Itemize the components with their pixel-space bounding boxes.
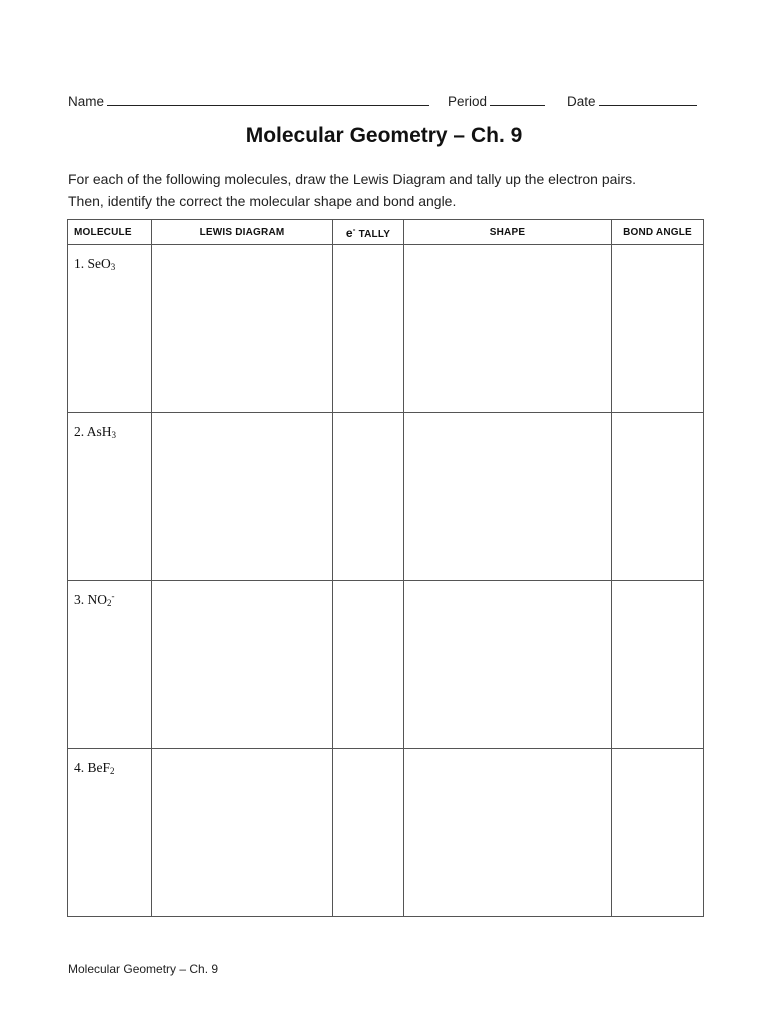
molecule-formula <box>68 581 151 608</box>
table-row <box>68 581 704 749</box>
header-bond-angle: BOND ANGLE <box>612 220 704 245</box>
instructions-line-1: For each of the following molecules, draw the Lewis Diagram and tally up the electron pairs. <box>68 171 637 187</box>
molecule-subscript: 2 <box>107 598 112 608</box>
lewis-diagram-cell[interactable] <box>152 413 333 581</box>
molecule-cell <box>68 413 152 581</box>
bond-angle-cell[interactable] <box>612 413 704 581</box>
header-tally-label: TALLY <box>355 228 391 240</box>
period-blank[interactable] <box>490 92 545 106</box>
molecule-subscript: 3 <box>110 262 116 272</box>
molecule-element: BeF <box>87 760 111 775</box>
bond-angle-cell[interactable] <box>612 581 704 749</box>
table-row <box>68 245 704 413</box>
date-blank[interactable] <box>599 92 697 106</box>
name-blank[interactable] <box>107 92 429 106</box>
electron-tally-cell[interactable] <box>333 413 404 581</box>
molecule-subscript: 3 <box>111 430 117 440</box>
date-label: Date <box>567 94 596 109</box>
table-row <box>68 413 704 581</box>
lewis-diagram-cell[interactable] <box>152 749 333 917</box>
molecule-formula <box>68 749 151 776</box>
molecule-number: 1. <box>74 256 85 271</box>
table-row <box>68 749 704 917</box>
molecule-element: SeO <box>87 256 111 271</box>
worksheet-table <box>67 219 704 917</box>
instructions-line-2: Then, identify the correct the molecular shape and bond angle. <box>68 193 457 209</box>
molecule-subscript: 2 <box>110 766 115 776</box>
bond-angle-cell[interactable] <box>612 749 704 917</box>
molecule-element: NO <box>87 592 107 607</box>
instructions <box>68 168 708 212</box>
period-label: Period <box>448 94 488 109</box>
header-molecule: MOLECULE <box>68 220 152 245</box>
shape-cell[interactable] <box>404 749 612 917</box>
molecule-number: 4. <box>74 760 85 775</box>
table-header-row <box>68 220 704 245</box>
header-tally-sup: - <box>352 224 356 234</box>
molecule-cell <box>68 245 152 413</box>
date-field[interactable] <box>567 92 697 109</box>
page-title: Molecular Geometry – Ch. 9 <box>245 124 523 147</box>
lewis-diagram-cell[interactable] <box>152 581 333 749</box>
electron-tally-cell[interactable] <box>333 581 404 749</box>
page-footer: Molecular Geometry – Ch. 9 <box>68 962 219 976</box>
name-label: Name <box>68 94 105 109</box>
molecule-cell <box>68 749 152 917</box>
molecule-formula <box>68 245 151 272</box>
header-tally-e: e <box>345 225 353 240</box>
header-lewis-diagram: LEWIS DIAGRAM <box>152 220 333 245</box>
period-field[interactable] <box>448 92 545 109</box>
student-info-line <box>68 92 702 112</box>
molecule-formula <box>68 413 151 440</box>
molecule-element: AsH <box>86 424 112 439</box>
shape-cell[interactable] <box>404 245 612 413</box>
name-field[interactable] <box>68 92 429 109</box>
molecule-charge: - <box>111 591 115 601</box>
lewis-diagram-cell[interactable] <box>152 245 333 413</box>
molecule-number: 2. <box>74 424 85 439</box>
molecule-cell <box>68 581 152 749</box>
header-shape: SHAPE <box>404 220 612 245</box>
shape-cell[interactable] <box>404 581 612 749</box>
bond-angle-cell[interactable] <box>612 245 704 413</box>
shape-cell[interactable] <box>404 413 612 581</box>
electron-tally-cell[interactable] <box>333 245 404 413</box>
header-electron-tally <box>333 220 404 245</box>
molecule-number: 3. <box>74 592 85 607</box>
electron-tally-cell[interactable] <box>333 749 404 917</box>
